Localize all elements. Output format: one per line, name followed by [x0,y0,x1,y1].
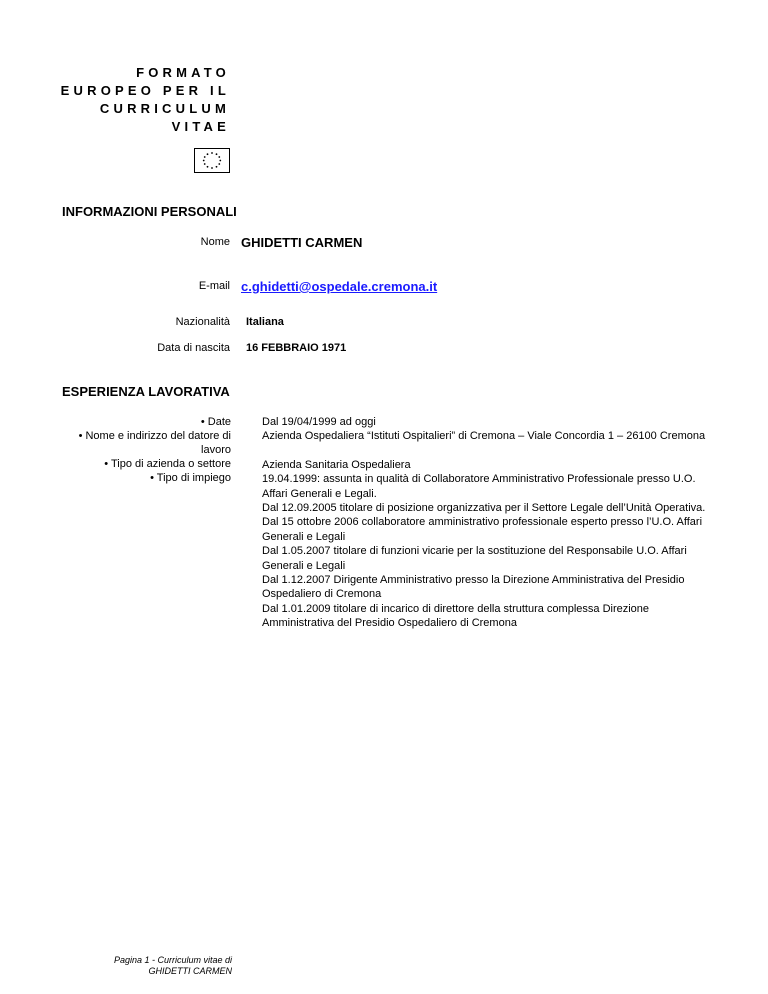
spacer [262,444,722,458]
cv-title-line: VITAE [171,119,230,134]
job-line: 19.04.1999: assunta in qualità di Collaboratore Amministrativo Professionale presso U.O. Affari Generali e Legali. [262,473,696,500]
eu-stars-icon [195,149,229,172]
birth-date-value: 16 FEBBRAIO 1971 [246,342,347,354]
email-label: E-mail [198,280,230,292]
footer-line: Pagina 1 - Curriculum vitae di [113,955,232,965]
experience-labels [40,415,231,485]
company-type-value: Azienda Sanitaria Ospedaliera [262,458,411,471]
email-link[interactable]: c.ghidetti@ospedale.cremona.it [241,279,438,294]
cv-title-line: CURRICULUM [99,101,230,116]
employer-label-cont: lavoro [201,444,231,456]
birth-date-label: Data di nascita [157,342,230,354]
eu-flag-icon [194,148,230,173]
job-line: Dal 1.12.2007 Dirigente Amministrativo presso la Direzione Amministrativa del Presidio Ospedaliero di Cremona [262,574,685,601]
personal-info-heading: INFORMAZIONI PERSONALI [62,204,237,219]
job-line: Dal 1.01.2009 titolare di incarico di direttore della struttura complessa Direzione Amministrativa del Presidio Ospedaliero di Cremona [262,602,650,630]
page-footer [40,955,232,977]
name-label: Nome [200,236,230,248]
cv-title-line: EUROPEO PER IL [60,83,230,98]
cv-title-line: FORMATO [136,65,230,80]
experience-values [262,415,722,631]
job-line: Dal 15 ottobre 2006 collaboratore amministrativo professionale esperto presso l’U.O. Affari Generali e Legali [262,516,703,543]
employer-value: Azienda Ospedaliera “Istituti Ospitalieri” di Cremona – Viale Concordia 1 – 26100 Cremona [262,430,706,443]
nationality-value: Italiana [246,316,284,328]
job-type-label: • Tipo di impiego [150,472,231,484]
nationality-label: Nazionalità [175,316,230,328]
work-experience-heading: ESPERIENZA LAVORATIVA [62,384,230,399]
date-value: Dal 19/04/1999 ad oggi [262,416,376,428]
job-line: Dal 1.05.2007 titolare di funzioni vicarie per la sostituzione del Responsabile U.O. Affari Generali e Legali [262,545,687,572]
name-value: GHIDETTI CARMEN [241,235,363,250]
job-line: Dal 12.09.2005 titolare di posizione organizzativa per il Settore Legale dell’Unità Operativa. [262,502,706,515]
employer-label: • Nome e indirizzo del datore di [78,430,231,442]
cv-title [40,64,230,136]
date-label: • Date [200,416,231,428]
footer-line: GHIDETTI CARMEN [148,966,232,976]
company-type-label: • Tipo di azienda o settore [104,458,231,470]
